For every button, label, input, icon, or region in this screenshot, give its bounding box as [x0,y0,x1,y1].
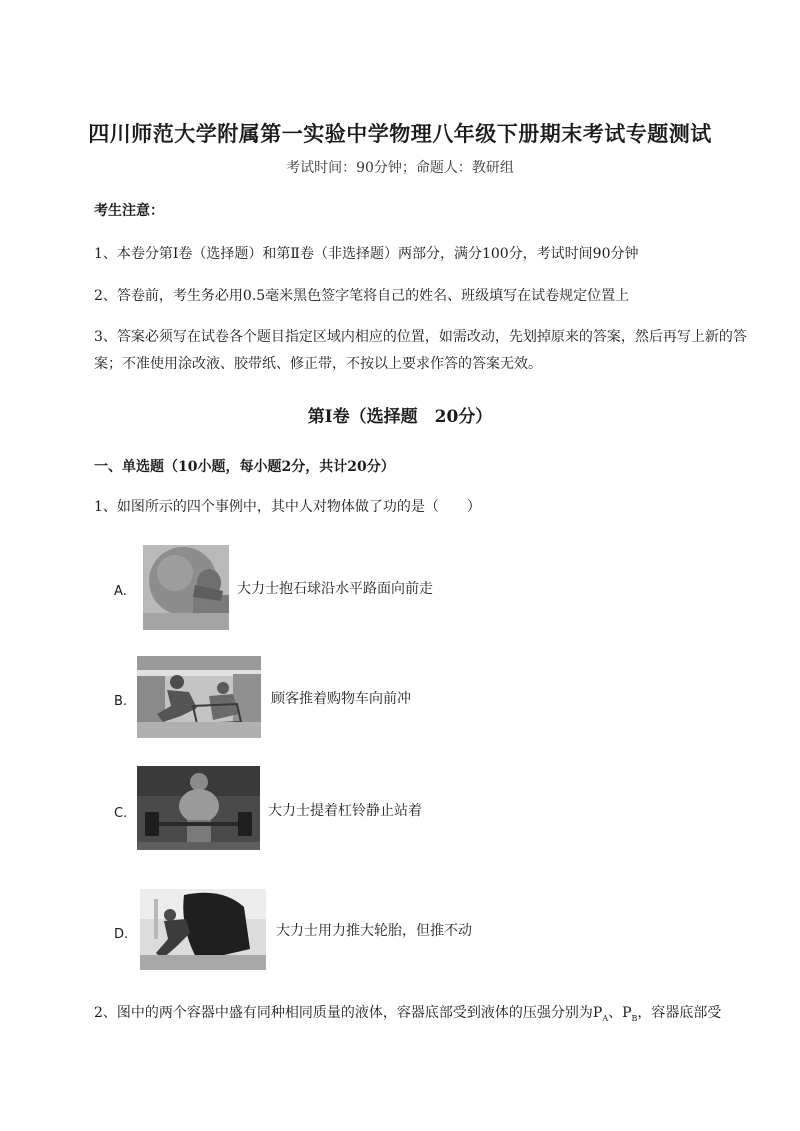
question-2-separator: 、P [608,1005,632,1021]
option-b-photo [137,656,261,738]
option-a-letter: A. [114,584,127,599]
option-d[interactable] [114,923,128,942]
option-a-text: 大力士抱石球沿水平路面向前走 [237,581,433,597]
notice-item-1: 1、本卷分第I卷（选择题）和第Ⅱ卷（非选择题）两部分，满分100分，考试时间90分钟 [94,246,639,262]
question-group-title: 一、单选题（10小题，每小题2分，共计20分） [94,459,395,475]
option-b-text: 顾客推着购物车向前冲 [271,691,411,707]
section-title: 第I卷（选择题 20分） [307,407,493,427]
option-a[interactable] [114,580,127,599]
option-c[interactable] [114,802,127,821]
pressure-b-subscript: B [631,1013,638,1023]
page-title: 四川师范大学附属第一实验中学物理八年级下册期末考试专题测试 [88,121,712,146]
option-c-photo [137,766,260,850]
exam-info: 考试时间：90分钟；命题人：教研组 [286,160,514,176]
pressure-a-subscript: A [602,1013,609,1023]
option-b[interactable] [114,690,127,709]
option-d-photo [140,889,266,970]
option-a-photo [143,545,229,630]
question-2-stem-start: 2、图中的两个容器中盛有同种相同质量的液体，容器底部受到液体的压强分别为P [94,1005,603,1021]
option-d-letter: D. [114,927,129,942]
notice-item-2: 2、答卷前，考生务必用0.5毫米黑色签字笔将自己的姓名、班级填写在试卷规定位置上 [94,288,630,304]
option-b-letter: B. [114,694,128,709]
option-d-text: 大力士用力推大轮胎，但推不动 [276,923,472,939]
notice-item-3: 3、答案必须写在试卷各个题目指定区域内相应的位置，如需改动，先划掉原来的答案，然后再写上新的答案；不准使用涂改液、胶带纸、修正带，不按以上要求作答的答案无效。 [94,329,747,372]
option-c-text: 大力士提着杠铃静止站着 [268,803,422,819]
option-c-letter: C. [114,806,128,821]
question-2-stem [94,1001,721,1031]
question-1-stem: 1、如图所示的四个事例中，其中人对物体做了功的是（ ） [94,499,481,515]
question-2-stem-end: ，容器底部受 [637,1005,722,1021]
notice-heading: 考生注意： [94,203,164,219]
